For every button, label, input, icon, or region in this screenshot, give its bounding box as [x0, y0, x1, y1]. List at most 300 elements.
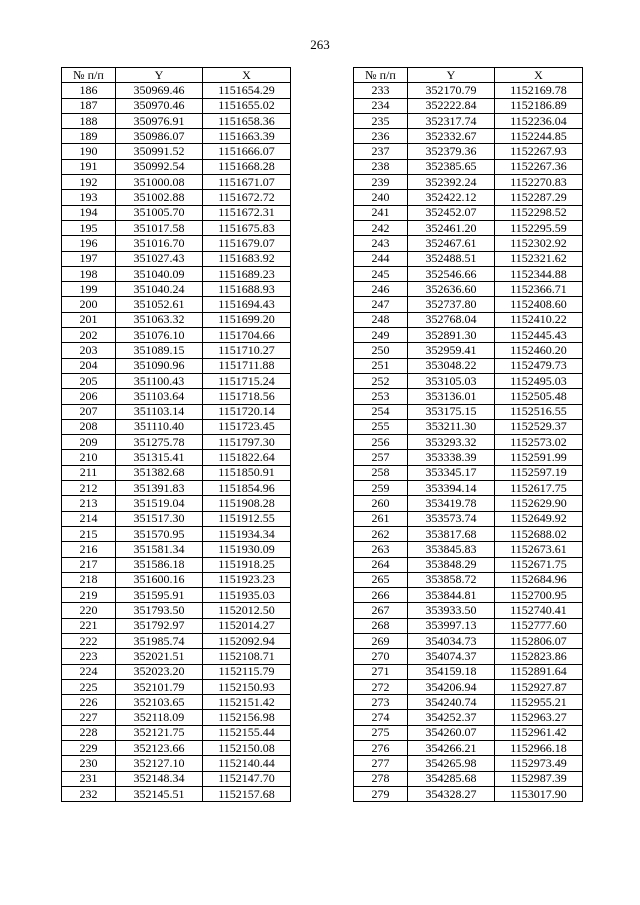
table-row — [354, 236, 583, 251]
y-coordinate-cell: 352488.51 — [408, 251, 495, 266]
point-number-cell: 257 — [354, 450, 408, 465]
point-number-cell: 212 — [62, 481, 116, 496]
y-coordinate-cell: 351110.40 — [116, 419, 203, 434]
table-row — [354, 83, 583, 98]
point-number-cell: 211 — [62, 465, 116, 480]
x-coordinate-cell: 1152963.27 — [495, 710, 583, 725]
x-coordinate-cell: 1152012.50 — [203, 603, 291, 618]
x-coordinate-cell: 1152688.02 — [495, 526, 583, 541]
x-coordinate-cell: 1152629.90 — [495, 496, 583, 511]
y-coordinate-cell: 352127.10 — [116, 756, 203, 771]
x-coordinate-cell: 1152344.88 — [495, 266, 583, 281]
point-number-cell: 263 — [354, 542, 408, 557]
point-number-cell: 276 — [354, 741, 408, 756]
point-number-cell: 220 — [62, 603, 116, 618]
point-number-cell: 202 — [62, 328, 116, 343]
y-coordinate-cell: 353817.68 — [408, 526, 495, 541]
x-coordinate-cell: 1151666.07 — [203, 144, 291, 159]
y-coordinate-cell: 351586.18 — [116, 557, 203, 572]
y-coordinate-cell: 352461.20 — [408, 220, 495, 235]
point-number-cell: 272 — [354, 679, 408, 694]
y-coordinate-cell: 351792.97 — [116, 618, 203, 633]
y-coordinate-cell: 351391.83 — [116, 481, 203, 496]
y-coordinate-cell: 351519.04 — [116, 496, 203, 511]
table-row — [62, 175, 291, 190]
y-coordinate-cell: 352452.07 — [408, 205, 495, 220]
y-coordinate-cell: 354260.07 — [408, 725, 495, 740]
table-row — [62, 557, 291, 572]
point-number-cell: 254 — [354, 404, 408, 419]
table-row — [62, 83, 291, 98]
table-row — [62, 664, 291, 679]
x-coordinate-cell: 1151850.91 — [203, 465, 291, 480]
point-number-cell: 187 — [62, 98, 116, 113]
point-number-cell: 232 — [62, 786, 116, 801]
point-number-cell: 203 — [62, 343, 116, 358]
x-coordinate-cell: 1152927.87 — [495, 679, 583, 694]
y-coordinate-cell: 352118.09 — [116, 710, 203, 725]
y-coordinate-cell: 353848.29 — [408, 557, 495, 572]
table-row — [62, 419, 291, 434]
point-number-cell: 221 — [62, 618, 116, 633]
y-coordinate-cell: 351017.58 — [116, 220, 203, 235]
x-coordinate-cell: 1151718.56 — [203, 389, 291, 404]
x-coordinate-cell: 1152410.22 — [495, 312, 583, 327]
x-coordinate-cell: 1152092.94 — [203, 633, 291, 648]
table-row — [62, 496, 291, 511]
x-coordinate-cell: 1152673.61 — [495, 542, 583, 557]
point-number-cell: 273 — [354, 695, 408, 710]
table-row — [354, 603, 583, 618]
y-coordinate-cell: 352546.66 — [408, 266, 495, 281]
x-coordinate-cell: 1151655.02 — [203, 98, 291, 113]
y-coordinate-cell: 350970.46 — [116, 98, 203, 113]
point-number-cell: 268 — [354, 618, 408, 633]
x-coordinate-cell: 1151658.36 — [203, 113, 291, 128]
column-header-y: Y — [116, 68, 203, 83]
x-coordinate-cell: 1152287.29 — [495, 190, 583, 205]
x-coordinate-cell: 1151675.83 — [203, 220, 291, 235]
point-number-cell: 229 — [62, 741, 116, 756]
x-coordinate-cell: 1151935.03 — [203, 588, 291, 603]
x-coordinate-cell: 1151720.14 — [203, 404, 291, 419]
x-coordinate-cell: 1152408.60 — [495, 297, 583, 312]
point-number-cell: 269 — [354, 633, 408, 648]
table-row — [354, 98, 583, 113]
table-row — [354, 129, 583, 144]
table-row — [62, 741, 291, 756]
table-row — [62, 113, 291, 128]
point-number-cell: 237 — [354, 144, 408, 159]
table-row — [62, 649, 291, 664]
y-coordinate-cell: 351600.16 — [116, 572, 203, 587]
y-coordinate-cell: 353136.01 — [408, 389, 495, 404]
table-row — [354, 664, 583, 679]
table-row — [62, 725, 291, 740]
y-coordinate-cell: 353293.32 — [408, 435, 495, 450]
point-number-cell: 261 — [354, 511, 408, 526]
y-coordinate-cell: 352379.36 — [408, 144, 495, 159]
point-number-cell: 210 — [62, 450, 116, 465]
table-row — [354, 435, 583, 450]
x-coordinate-cell: 1152460.20 — [495, 343, 583, 358]
point-number-cell: 250 — [354, 343, 408, 358]
x-coordinate-cell: 1152108.71 — [203, 649, 291, 664]
table-row — [62, 404, 291, 419]
point-number-cell: 260 — [354, 496, 408, 511]
point-number-cell: 200 — [62, 297, 116, 312]
point-number-cell: 265 — [354, 572, 408, 587]
y-coordinate-cell: 354266.21 — [408, 741, 495, 756]
x-coordinate-cell: 1152700.95 — [495, 588, 583, 603]
table-row — [62, 588, 291, 603]
table-row — [354, 159, 583, 174]
y-coordinate-cell: 353844.81 — [408, 588, 495, 603]
table-row — [62, 129, 291, 144]
table-row — [62, 236, 291, 251]
point-number-cell: 191 — [62, 159, 116, 174]
y-coordinate-cell: 353419.78 — [408, 496, 495, 511]
y-coordinate-cell: 354252.37 — [408, 710, 495, 725]
x-coordinate-cell: 1152295.59 — [495, 220, 583, 235]
point-number-cell: 235 — [354, 113, 408, 128]
table-row — [62, 251, 291, 266]
x-coordinate-cell: 1152302.92 — [495, 236, 583, 251]
table-row — [62, 756, 291, 771]
point-number-cell: 219 — [62, 588, 116, 603]
point-number-cell: 255 — [354, 419, 408, 434]
y-coordinate-cell: 351595.91 — [116, 588, 203, 603]
x-coordinate-cell: 1151797.30 — [203, 435, 291, 450]
point-number-cell: 192 — [62, 175, 116, 190]
y-coordinate-cell: 351076.10 — [116, 328, 203, 343]
x-coordinate-cell: 1152671.75 — [495, 557, 583, 572]
x-coordinate-cell: 1151822.64 — [203, 450, 291, 465]
x-coordinate-cell: 1152806.07 — [495, 633, 583, 648]
x-coordinate-cell: 1152115.79 — [203, 664, 291, 679]
y-coordinate-cell: 351063.32 — [116, 312, 203, 327]
table-row — [354, 588, 583, 603]
y-coordinate-cell: 352636.60 — [408, 282, 495, 297]
x-coordinate-cell: 1152823.86 — [495, 649, 583, 664]
table-row — [62, 266, 291, 281]
point-number-cell: 217 — [62, 557, 116, 572]
x-coordinate-cell: 1152298.52 — [495, 205, 583, 220]
table-row — [354, 786, 583, 801]
point-number-cell: 198 — [62, 266, 116, 281]
column-header-x: X — [495, 68, 583, 83]
x-coordinate-cell: 1151711.88 — [203, 358, 291, 373]
point-number-cell: 240 — [354, 190, 408, 205]
y-coordinate-cell: 351016.70 — [116, 236, 203, 251]
point-number-cell: 270 — [354, 649, 408, 664]
y-coordinate-cell: 352023.20 — [116, 664, 203, 679]
table-row — [354, 633, 583, 648]
table-row — [62, 220, 291, 235]
table-row — [62, 98, 291, 113]
x-coordinate-cell: 1152321.62 — [495, 251, 583, 266]
y-coordinate-cell: 351005.70 — [116, 205, 203, 220]
table-row — [354, 741, 583, 756]
table-row — [354, 389, 583, 404]
point-number-cell: 267 — [354, 603, 408, 618]
point-number-cell: 199 — [62, 282, 116, 297]
x-coordinate-cell: 1151689.23 — [203, 266, 291, 281]
y-coordinate-cell: 354034.73 — [408, 633, 495, 648]
x-coordinate-cell: 1152157.68 — [203, 786, 291, 801]
y-coordinate-cell: 351315.41 — [116, 450, 203, 465]
table-row — [62, 373, 291, 388]
point-number-cell: 207 — [62, 404, 116, 419]
point-number-cell: 190 — [62, 144, 116, 159]
y-coordinate-cell: 351275.78 — [116, 435, 203, 450]
point-number-cell: 205 — [62, 373, 116, 388]
y-coordinate-cell: 352101.79 — [116, 679, 203, 694]
point-number-cell: 266 — [354, 588, 408, 603]
x-coordinate-cell: 1152961.42 — [495, 725, 583, 740]
y-coordinate-cell: 352317.74 — [408, 113, 495, 128]
point-number-cell: 248 — [354, 312, 408, 327]
table-row — [62, 679, 291, 694]
y-coordinate-cell: 352021.51 — [116, 649, 203, 664]
table-row — [354, 297, 583, 312]
y-coordinate-cell: 352332.67 — [408, 129, 495, 144]
point-number-cell: 277 — [354, 756, 408, 771]
y-coordinate-cell: 351027.43 — [116, 251, 203, 266]
x-coordinate-cell: 1152617.75 — [495, 481, 583, 496]
table-row — [62, 450, 291, 465]
y-coordinate-cell: 351000.08 — [116, 175, 203, 190]
x-coordinate-cell: 1152147.70 — [203, 771, 291, 786]
x-coordinate-cell: 1151671.07 — [203, 175, 291, 190]
y-coordinate-cell: 352385.65 — [408, 159, 495, 174]
point-number-cell: 234 — [354, 98, 408, 113]
x-coordinate-cell: 1151663.39 — [203, 129, 291, 144]
point-number-cell: 227 — [62, 710, 116, 725]
x-coordinate-cell: 1151694.43 — [203, 297, 291, 312]
y-coordinate-cell: 353211.30 — [408, 419, 495, 434]
x-coordinate-cell: 1151723.45 — [203, 419, 291, 434]
x-coordinate-cell: 1152987.39 — [495, 771, 583, 786]
y-coordinate-cell: 354285.68 — [408, 771, 495, 786]
x-coordinate-cell: 1152479.73 — [495, 358, 583, 373]
y-coordinate-cell: 351103.64 — [116, 389, 203, 404]
table-row — [354, 756, 583, 771]
point-number-cell: 226 — [62, 695, 116, 710]
table-row — [62, 633, 291, 648]
table-row — [354, 695, 583, 710]
y-coordinate-cell: 353394.14 — [408, 481, 495, 496]
table-row — [354, 649, 583, 664]
y-coordinate-cell: 350991.52 — [116, 144, 203, 159]
x-coordinate-cell: 1152236.04 — [495, 113, 583, 128]
y-coordinate-cell: 350976.91 — [116, 113, 203, 128]
y-coordinate-cell: 352768.04 — [408, 312, 495, 327]
point-number-cell: 216 — [62, 542, 116, 557]
table-row — [62, 282, 291, 297]
table-row — [354, 526, 583, 541]
x-coordinate-cell: 1152267.36 — [495, 159, 583, 174]
x-coordinate-cell: 1151679.07 — [203, 236, 291, 251]
y-coordinate-cell: 352148.34 — [116, 771, 203, 786]
table-row — [354, 205, 583, 220]
x-coordinate-cell: 1152573.02 — [495, 435, 583, 450]
table-row — [62, 526, 291, 541]
x-coordinate-cell: 1152150.08 — [203, 741, 291, 756]
x-coordinate-cell: 1151672.72 — [203, 190, 291, 205]
x-coordinate-cell: 1152740.41 — [495, 603, 583, 618]
table-row — [354, 618, 583, 633]
x-coordinate-cell: 1152777.60 — [495, 618, 583, 633]
y-coordinate-cell: 351382.68 — [116, 465, 203, 480]
point-number-cell: 225 — [62, 679, 116, 694]
y-coordinate-cell: 352222.84 — [408, 98, 495, 113]
column-header-number: № п/п — [354, 68, 408, 83]
y-coordinate-cell: 351090.96 — [116, 358, 203, 373]
table-row — [62, 511, 291, 526]
y-coordinate-cell: 352467.61 — [408, 236, 495, 251]
point-number-cell: 264 — [354, 557, 408, 572]
table-row — [354, 572, 583, 587]
point-number-cell: 274 — [354, 710, 408, 725]
column-header-number: № п/п — [62, 68, 116, 83]
y-coordinate-cell: 352959.41 — [408, 343, 495, 358]
y-coordinate-cell: 350969.46 — [116, 83, 203, 98]
point-number-cell: 201 — [62, 312, 116, 327]
y-coordinate-cell: 353573.74 — [408, 511, 495, 526]
x-coordinate-cell: 1151715.24 — [203, 373, 291, 388]
point-number-cell: 204 — [62, 358, 116, 373]
x-coordinate-cell: 1152891.64 — [495, 664, 583, 679]
x-coordinate-cell: 1152591.99 — [495, 450, 583, 465]
table-row — [354, 557, 583, 572]
y-coordinate-cell: 351040.09 — [116, 266, 203, 281]
y-coordinate-cell: 353997.13 — [408, 618, 495, 633]
table-row — [354, 496, 583, 511]
table-row — [62, 190, 291, 205]
point-number-cell: 271 — [354, 664, 408, 679]
y-coordinate-cell: 354240.74 — [408, 695, 495, 710]
point-number-cell: 242 — [354, 220, 408, 235]
table-row — [62, 786, 291, 801]
x-coordinate-cell: 1152505.48 — [495, 389, 583, 404]
x-coordinate-cell: 1151699.20 — [203, 312, 291, 327]
x-coordinate-cell: 1153017.90 — [495, 786, 583, 801]
y-coordinate-cell: 352121.75 — [116, 725, 203, 740]
x-coordinate-cell: 1152267.93 — [495, 144, 583, 159]
point-number-cell: 241 — [354, 205, 408, 220]
point-number-cell: 278 — [354, 771, 408, 786]
column-header-y: Y — [408, 68, 495, 83]
table-row — [354, 312, 583, 327]
y-coordinate-cell: 354265.98 — [408, 756, 495, 771]
point-number-cell: 259 — [354, 481, 408, 496]
point-number-cell: 245 — [354, 266, 408, 281]
table-row — [62, 297, 291, 312]
point-number-cell: 186 — [62, 83, 116, 98]
table-header-row — [62, 68, 291, 83]
point-number-cell: 253 — [354, 389, 408, 404]
x-coordinate-cell: 1151930.09 — [203, 542, 291, 557]
y-coordinate-cell: 353338.39 — [408, 450, 495, 465]
point-number-cell: 195 — [62, 220, 116, 235]
y-coordinate-cell: 353845.83 — [408, 542, 495, 557]
table-row — [62, 358, 291, 373]
table-row — [354, 710, 583, 725]
y-coordinate-cell: 352737.80 — [408, 297, 495, 312]
point-number-cell: 247 — [354, 297, 408, 312]
y-coordinate-cell: 353345.17 — [408, 465, 495, 480]
table-row — [62, 603, 291, 618]
point-number-cell: 236 — [354, 129, 408, 144]
table-row — [354, 725, 583, 740]
point-number-cell: 244 — [354, 251, 408, 266]
table-row — [62, 481, 291, 496]
x-coordinate-cell: 1151918.25 — [203, 557, 291, 572]
point-number-cell: 256 — [354, 435, 408, 450]
y-coordinate-cell: 352145.51 — [116, 786, 203, 801]
point-number-cell: 189 — [62, 129, 116, 144]
x-coordinate-cell: 1151908.28 — [203, 496, 291, 511]
table-row — [354, 358, 583, 373]
coordinates-table-right — [353, 67, 583, 802]
x-coordinate-cell: 1151688.93 — [203, 282, 291, 297]
point-number-cell: 218 — [62, 572, 116, 587]
table-row — [354, 113, 583, 128]
y-coordinate-cell: 351793.50 — [116, 603, 203, 618]
table-row — [62, 542, 291, 557]
table-row — [354, 419, 583, 434]
table-row — [62, 572, 291, 587]
table-row — [62, 710, 291, 725]
x-coordinate-cell: 1152150.93 — [203, 679, 291, 694]
point-number-cell: 228 — [62, 725, 116, 740]
y-coordinate-cell: 354159.18 — [408, 664, 495, 679]
x-coordinate-cell: 1152155.44 — [203, 725, 291, 740]
point-number-cell: 262 — [354, 526, 408, 541]
table-row — [62, 618, 291, 633]
y-coordinate-cell: 351100.43 — [116, 373, 203, 388]
point-number-cell: 209 — [62, 435, 116, 450]
point-number-cell: 188 — [62, 113, 116, 128]
x-coordinate-cell: 1151683.92 — [203, 251, 291, 266]
y-coordinate-cell: 353048.22 — [408, 358, 495, 373]
y-coordinate-cell: 353858.72 — [408, 572, 495, 587]
table-row — [62, 205, 291, 220]
y-coordinate-cell: 352422.12 — [408, 190, 495, 205]
x-coordinate-cell: 1151934.34 — [203, 526, 291, 541]
table-header-row — [354, 68, 583, 83]
point-number-cell: 258 — [354, 465, 408, 480]
table-row — [62, 695, 291, 710]
table-row — [62, 771, 291, 786]
point-number-cell: 231 — [62, 771, 116, 786]
point-number-cell: 275 — [354, 725, 408, 740]
y-coordinate-cell: 353933.50 — [408, 603, 495, 618]
table-row — [354, 771, 583, 786]
table-row — [62, 328, 291, 343]
coordinates-table-left — [61, 67, 291, 802]
x-coordinate-cell: 1151923.23 — [203, 572, 291, 587]
point-number-cell: 206 — [62, 389, 116, 404]
table-row — [354, 144, 583, 159]
x-coordinate-cell: 1151854.96 — [203, 481, 291, 496]
y-coordinate-cell: 351002.88 — [116, 190, 203, 205]
y-coordinate-cell: 351040.24 — [116, 282, 203, 297]
table-row — [354, 404, 583, 419]
column-header-x: X — [203, 68, 291, 83]
point-number-cell: 243 — [354, 236, 408, 251]
